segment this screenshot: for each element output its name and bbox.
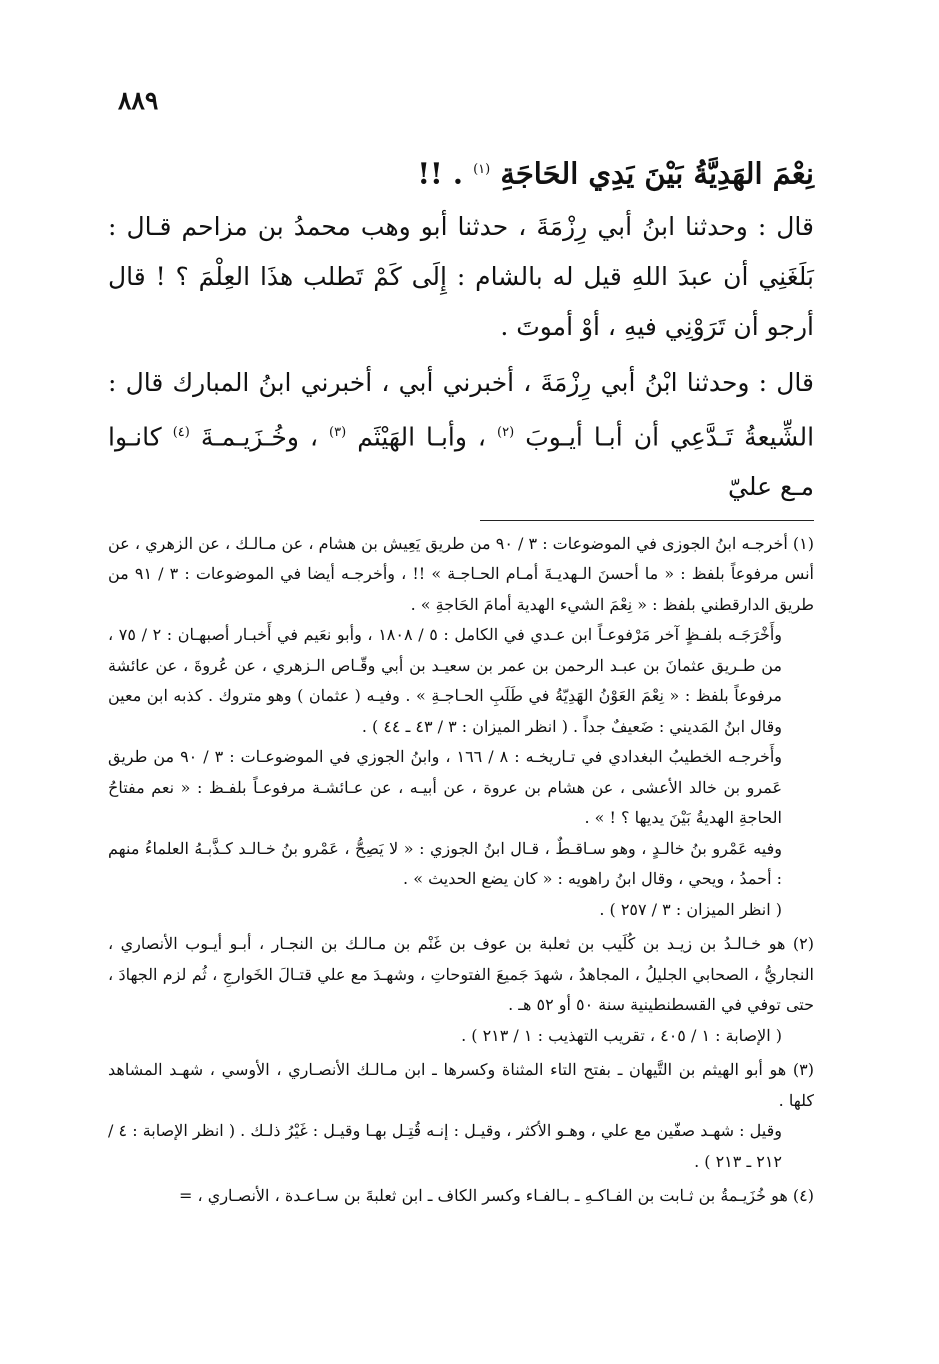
footnote-text: أخرجـه ابنُ الجوزى في الموضوعات : ٣ / ٩٠ من طريق يَعِيش بن هشام ، عن مـالـك ، عن الزهري ، عن أنس مرفوعاً بلفظ : « ما أحسنَ الـهديـةَ أمـام الحـاجـة » !! ، وأخرجـه أيضا في الموضوعات : ٣ / ٩١ من طريق الدارقطني بلفظ : « نِعْمَ الشيء الهدية أمامَ الحَاجةِ » . xyxy=(108,533,815,614)
footnote-text: ( الإصابة : ١ / ٤٠٥ ، تقريب التهذيب : ١ / ٢١٣ ) . xyxy=(461,1025,782,1045)
footnote-text: هو أبو الهيثم بن التَّيهان ـ بفتح التاء المثناة وكسرها ـ ابن مـالـك الأنصـاري ، الأوسي ، شهـد المشاهد كلها . xyxy=(108,1060,814,1110)
paragraph-text: ، وخُـزَيـمـةَ xyxy=(200,421,319,451)
body-paragraph-2 xyxy=(108,358,814,512)
page-content xyxy=(108,148,814,1216)
paragraph-text: كانـوا مـع عليّ xyxy=(108,421,814,501)
footnote-text: وفيه عَمْرو بنُ خالـدٍ ، وهو سـاقـطٌ ، قـال ابنُ الجوزي : « لا يَصِحُّ ، عَمْرو بنُ خـالـد كـذَّبـهُ العلماءُ منهم : أحمدُ ، ويحي ، وقال ابنُ راهويه : « كان يضع الحديث » . xyxy=(108,838,782,889)
footnote-2 xyxy=(108,929,814,1051)
body-paragraph-1 xyxy=(108,202,814,352)
footnote-ref-2[interactable]: (٢) xyxy=(497,424,515,440)
section-title xyxy=(108,148,814,196)
section-title-text: نِعْمَ الهَدِيَّةُ بَيْنَ يَدِي الحَاجَةِ xyxy=(500,156,814,191)
footnote-ref-4[interactable]: (٤) xyxy=(172,424,190,440)
footnote-text: وقيل : شهـد صفّين مع علي ، وهـو الأكثر ، وقيـل : إنـه قُتِـل بهـا وقيـل : غَيْرُ ذلـك . ( انظر الإصابة : ٤ / ٢١٢ ـ ٢١٣ ) . xyxy=(108,1121,782,1171)
footnote-ref-1[interactable]: (١) xyxy=(473,162,491,177)
footnote-text: هو خـالـدُ بن زيـد بن كُلَيب بن ثعلبة بن عوف بن غَنْم بن مـالـك بن النجـار ، أبـو أيـوب الأنصاري ، النجاريُّ ، الصحابي الجليلُ ، المجاهدُ ، شهدَ جَميعَ الفتوحاتِ ، وشهـدَ مع علي قتـالَ الخَوارجِ ، ثُم لزم الجهادَ ، حتى توفي في القسطنطينية سنة ٥٠ أو ٥٢ هـ . xyxy=(108,934,814,1015)
footnote-text: وأَخرجـه الخطيبُ البغدادي في تـاريخـه : ٨ / ١٦٦ ، وابنُ الجوزي في الموضوعـات : ٣ / ٩٠ من طريق عَمرو بن خالد الأعشى ، عن هشام بن عروة ، عن أبيـه ، عن عـائشـة مرفوعـاً بلفـظ : « نعم مفتاحُ الحاجةِ الهديةُ بَيْنَ يديها ؟ ! » . xyxy=(108,747,783,828)
footnote-1 xyxy=(108,529,814,926)
footnote-ref-3[interactable]: (٣) xyxy=(329,424,347,440)
footnote-separator xyxy=(480,520,814,521)
page-number: ٨٨٩ xyxy=(118,86,159,115)
footnote-number: (٤) xyxy=(792,1186,814,1206)
paragraph-text: قال : وحدثنا ابنُ أبي رِزْمَةَ ، حدثنا أبو وهب محمدُ بن مزاحم قـال : بَلَغَنِي أن عبدَ اللهِ قيل له بالشام : إِلَى كَمْ تَطلب هذَا العِلْمَ ؟ ! قال أرجو أن تَرَوْنِي فيهِ ، أوْ أموتَ . xyxy=(108,211,814,341)
paragraph-text: قال : وحدثنا ابْنُ أبي رِزْمَةَ ، أخبرني أبي ، أخبرني ابنُ المبارك قال : الشِّيعةُ تَـدَّعِي أن أبـا أيـوبَ xyxy=(108,367,815,451)
paragraph-text: ، وأبـا الهَيْثَم xyxy=(357,421,487,451)
footnotes xyxy=(108,529,814,1212)
footnote-text: هو خُزَيـمةُ بن ثـابت بن الفـاكـهِ ـ بـالفـاء وكسر الكاف ـ ابن ثعلبةَ بن سـاعـدة ، الأنصـاري ، = xyxy=(179,1186,788,1206)
footnote-number: (٣) xyxy=(792,1060,814,1080)
footnote-text: ( انظر الميزان : ٣ / ٢٥٧ ) . xyxy=(599,899,782,919)
section-title-tail: . !! xyxy=(417,156,463,191)
footnote-3 xyxy=(108,1055,814,1177)
footnote-number: (٢) xyxy=(792,934,814,954)
footnote-4 xyxy=(108,1181,814,1212)
footnote-number: (١) xyxy=(792,533,815,553)
footnote-text: وأَخْرَجَـه بلفـظٍ آخر مَرْفوعـاً ابن عـدي في الكامل : ٥ / ١٨٠٨ ، وأبو نعَيم في أَخبـار أصبهـان : ٢ / ٧٥ ، من طـريق عثمانَ بن عبـد الرحمن بن عمر بن سعيـد بن أبي وقّـاص الـزهري ، عن عُروةَ ، عن عائشة مرفوعاً بلفظ : « نِعْمَ العَوْنُ الهَدِيّةُ في طَلَبِ الحـاجـةِ » . وفيـه ( عثمان ) وهو متروك . كذبه ابن معين وقال ابنُ المَديني : ضَعيفٌ جداً . ( انظر الميزان : ٣ / ٤٣ ـ ٤٤ ) . xyxy=(108,625,783,736)
